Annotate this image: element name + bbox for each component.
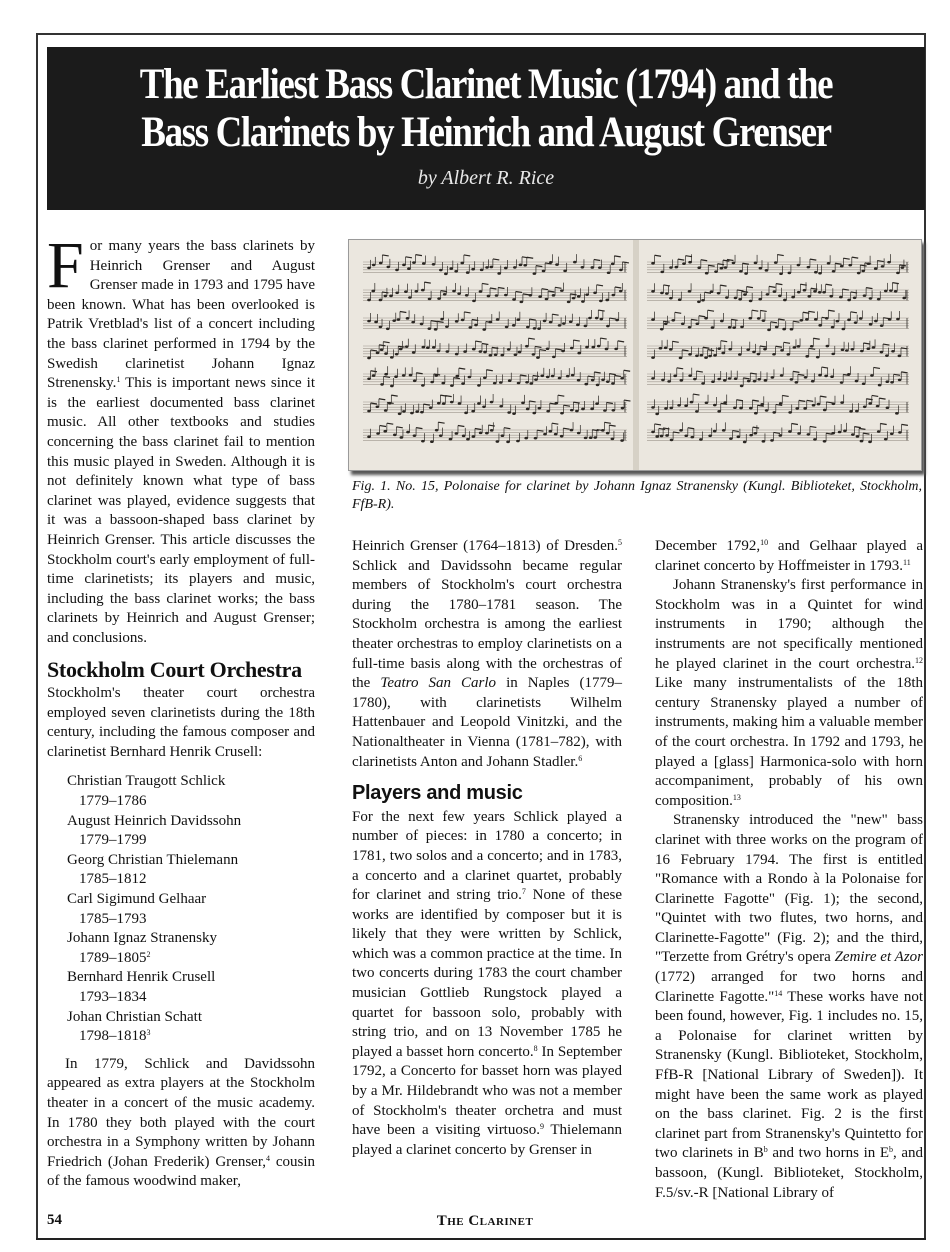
footnote-ref: 10 <box>760 538 769 547</box>
footnote-ref: 1 <box>116 375 121 385</box>
frame-right-rule <box>924 33 926 1238</box>
roster-entry: Bernhard Henrik Crusell 1793–1834 <box>67 969 216 1005</box>
roster-entry: Carl Sigimund Gelhaar 1785–1793 <box>67 891 207 927</box>
intro-paragraph: For many years the bass clarinets by Heinrich Grenser and August Grenser made in 1793 and 1795 have been known. What has been overlooked is Patrik Vretblad's list of a concert including the bass clarinet performed in 1794 by the Swedish clarinetist Johann Ignaz Strenensky.$^1$ This is important news since it is the earliest documented bass clarinet music. All other textbooks and studies concerning the bass clarinet fail to mention this music played in Sweden. Although it is not definitely known what type of bass clarinet was played, evidence suggests that it was a bassoon-shaped bass clarinet by Heinrich Grenser. This article discusses the Stockholm court's early employment of full-time clarinetists; its players and music, including the bass clarinet works; the bass clarinets by Heinrich and August Grenser; and conclusions. <box>47 229 315 646</box>
roster-entry: Christian Traugott Schlick 1779–1786 <box>67 773 226 810</box>
flat-sign: b <box>889 1145 893 1155</box>
schlick-davidssohn-paragraph: In 1779, Schlick and Davidssohn appeared as extra players at the Stockholm theater in a concert of the music academy. In 1780 they both played with the court orchestra in a Symphony written by Johann Friedrich (Johan Frederik) Grenser,$^4$ cousin of the famous woodwind maker, <box>47 1055 315 1190</box>
author-byline: by Albert R. Rice <box>417 167 555 189</box>
frame-top-rule <box>36 33 926 35</box>
title-line-2: Bass Clarinets by Heinrich and August Grenser <box>141 109 831 156</box>
footnote-ref: 8 <box>533 1043 538 1053</box>
column-3 <box>655 537 923 1203</box>
footnote-ref: 3 <box>146 1028 151 1038</box>
journal-name: The Clarinet <box>436 1213 534 1229</box>
footnote-ref: 14 <box>774 988 783 998</box>
figure-caption: Fig. 1. No. 15, Polonaise for clarinet by Johann Ignaz Stranensky (Kungl. Biblioteket, Stockholm, FfB-R). <box>352 479 922 512</box>
footnote-ref: 6 <box>578 753 583 763</box>
players-paragraph: For the next few years Schlick played a number of pieces: in 1780 a concerto; in 1781, two solos and a concerto; and in 1783, a concerto and a clarinet quartet, probably for clarinet and string trio.$^7$ None of these works are identified by composer but it is likely that they were written by Schlick, which was a common practice at the time. In two concerts during 1783 the court chamber musician Gottlieb Rungstock played a quartet for bassoon solo, probably with string trio, and on 13 November 1785 he played a basset horn concerto.$^8$ In September 1792, a Concerto for basset horn was played by a Mr. Hildebrandt who was not a member of Stockholm's theater orchetra and must have been a visiting virtuoso.$^9$ Thielemann played a clarinet concerto by Grenser in <box>352 808 623 1158</box>
footnote-ref: 13 <box>732 792 741 802</box>
footnote-ref: 4 <box>265 1153 270 1163</box>
roster-entry: Georg Christian Thielemann 1785–1812 <box>67 851 239 888</box>
clarinetist-roster <box>67 772 315 1046</box>
column-2 <box>352 537 622 1160</box>
grenser-paragraph: Heinrich Grenser (1764–1813) of Dresden.$^5$ Schlick and Davidssohn became regular members of Stockholm's court orchestra during the 1780–1781 season. The Stockholm orchestra is among the earliest theater orchestras to employ clarinetists on a full-time basis along with the orchestras of the Teatro San Carlo in Naples (1779–1780), with clarinetists Wilhelm Hattenbauer and Leopold Vinitzki, and the Nationaltheater in Vienna (1781–782), with clarinetists Anton and Johann Stadler.$^6$ <box>352 538 622 770</box>
flat-sign: b <box>763 1145 768 1155</box>
roster-entry: August Heinrich Davidssohn 1779–1799 <box>67 812 242 849</box>
roster-entry: Johan Christian Schatt 1798–1818$^3$ <box>67 1008 202 1045</box>
footnote-ref: 12 <box>915 655 923 665</box>
footnote-ref: 7 <box>521 887 526 897</box>
frame-left-rule <box>36 33 38 1238</box>
footnote-ref: 5 <box>618 538 622 547</box>
court-orchestra-paragraph: Stockholm's theater court orchestra employed seven clarinetists during the 18th century, including the famous composer and clarinetist Bernhard Henrik Crusell: <box>47 685 315 760</box>
footnote-ref: 9 <box>539 1122 544 1132</box>
stranensky-performance-paragraph: Johann Stranensky's first performance in Stockholm was in a Quintet for wind instruments in 1790; although the instruments are not specifically mentioned he played clarinet in the court orchestra.$^{12}$ Like many instrumentalists of the 18th century Stranensky played a number of instruments, making him a valuable member of the court orchestra. In 1792 and 1793, he played a [glass] Harmonica-solo with horn accompaniment, probably of his own composition.$^{13}$ <box>655 577 923 809</box>
section-heading-players-and-music: Players and music <box>352 782 523 805</box>
manuscript-score-image <box>349 240 921 470</box>
page-number: 54 <box>47 1212 62 1228</box>
footnote-ref: 11 <box>902 557 911 567</box>
article-title <box>117 61 855 157</box>
gelhaar-paragraph: December 1792,10 and Gelhaar played a clarinet concerto by Hoffmeister in 1793.11 <box>655 538 923 574</box>
footnote-ref: 2 <box>146 949 151 959</box>
column-1 <box>47 229 315 1192</box>
bass-clarinet-works-paragraph: Stranensky introduced the "new" bass clarinet with three works on the program of 16 February 1794. The first is entitled "Romance with a Rondo à la Polonaise for Clarinette Fagotte" (Fig. 1); the second, "Quintet with two flutes, two horns, and Clarinette-Fagotte" (Fig. 2); and the third, "Terzette from Grétry's opera Zemire et Azor (1772) arranged for two horns and Clarinette Fagotte."$^{14}$ These works have not been found, however, Fig. 1 includes no. 15, a Polonaise for clarinet written by Stranensky (Kungl. Biblioteket, Stockholm, FfB-R [National Library of Sweden]). It might have been the same work as played on the bass clarinet. Fig. 2 is the first clarinet part from Stranensky's Quintetto for two clarinets in $B^b$ and two horns in $E^b$, and bassoon, (Kungl. Biblioteket, Stockholm, F.5/sv.-R [National Library of <box>655 812 923 1201</box>
footer-rule <box>36 1238 926 1240</box>
title-banner <box>47 47 925 210</box>
title-line-1: The Earliest Bass Clarinet Music (1794) and the <box>139 61 833 108</box>
manuscript-figure <box>348 239 922 471</box>
roster-entry: Johann Ignaz Stranensky 1789–1805$^2$ <box>67 930 217 966</box>
section-heading-court-orchestra: Stockholm Court Orchestra <box>47 657 302 683</box>
drop-cap: F <box>47 229 84 302</box>
